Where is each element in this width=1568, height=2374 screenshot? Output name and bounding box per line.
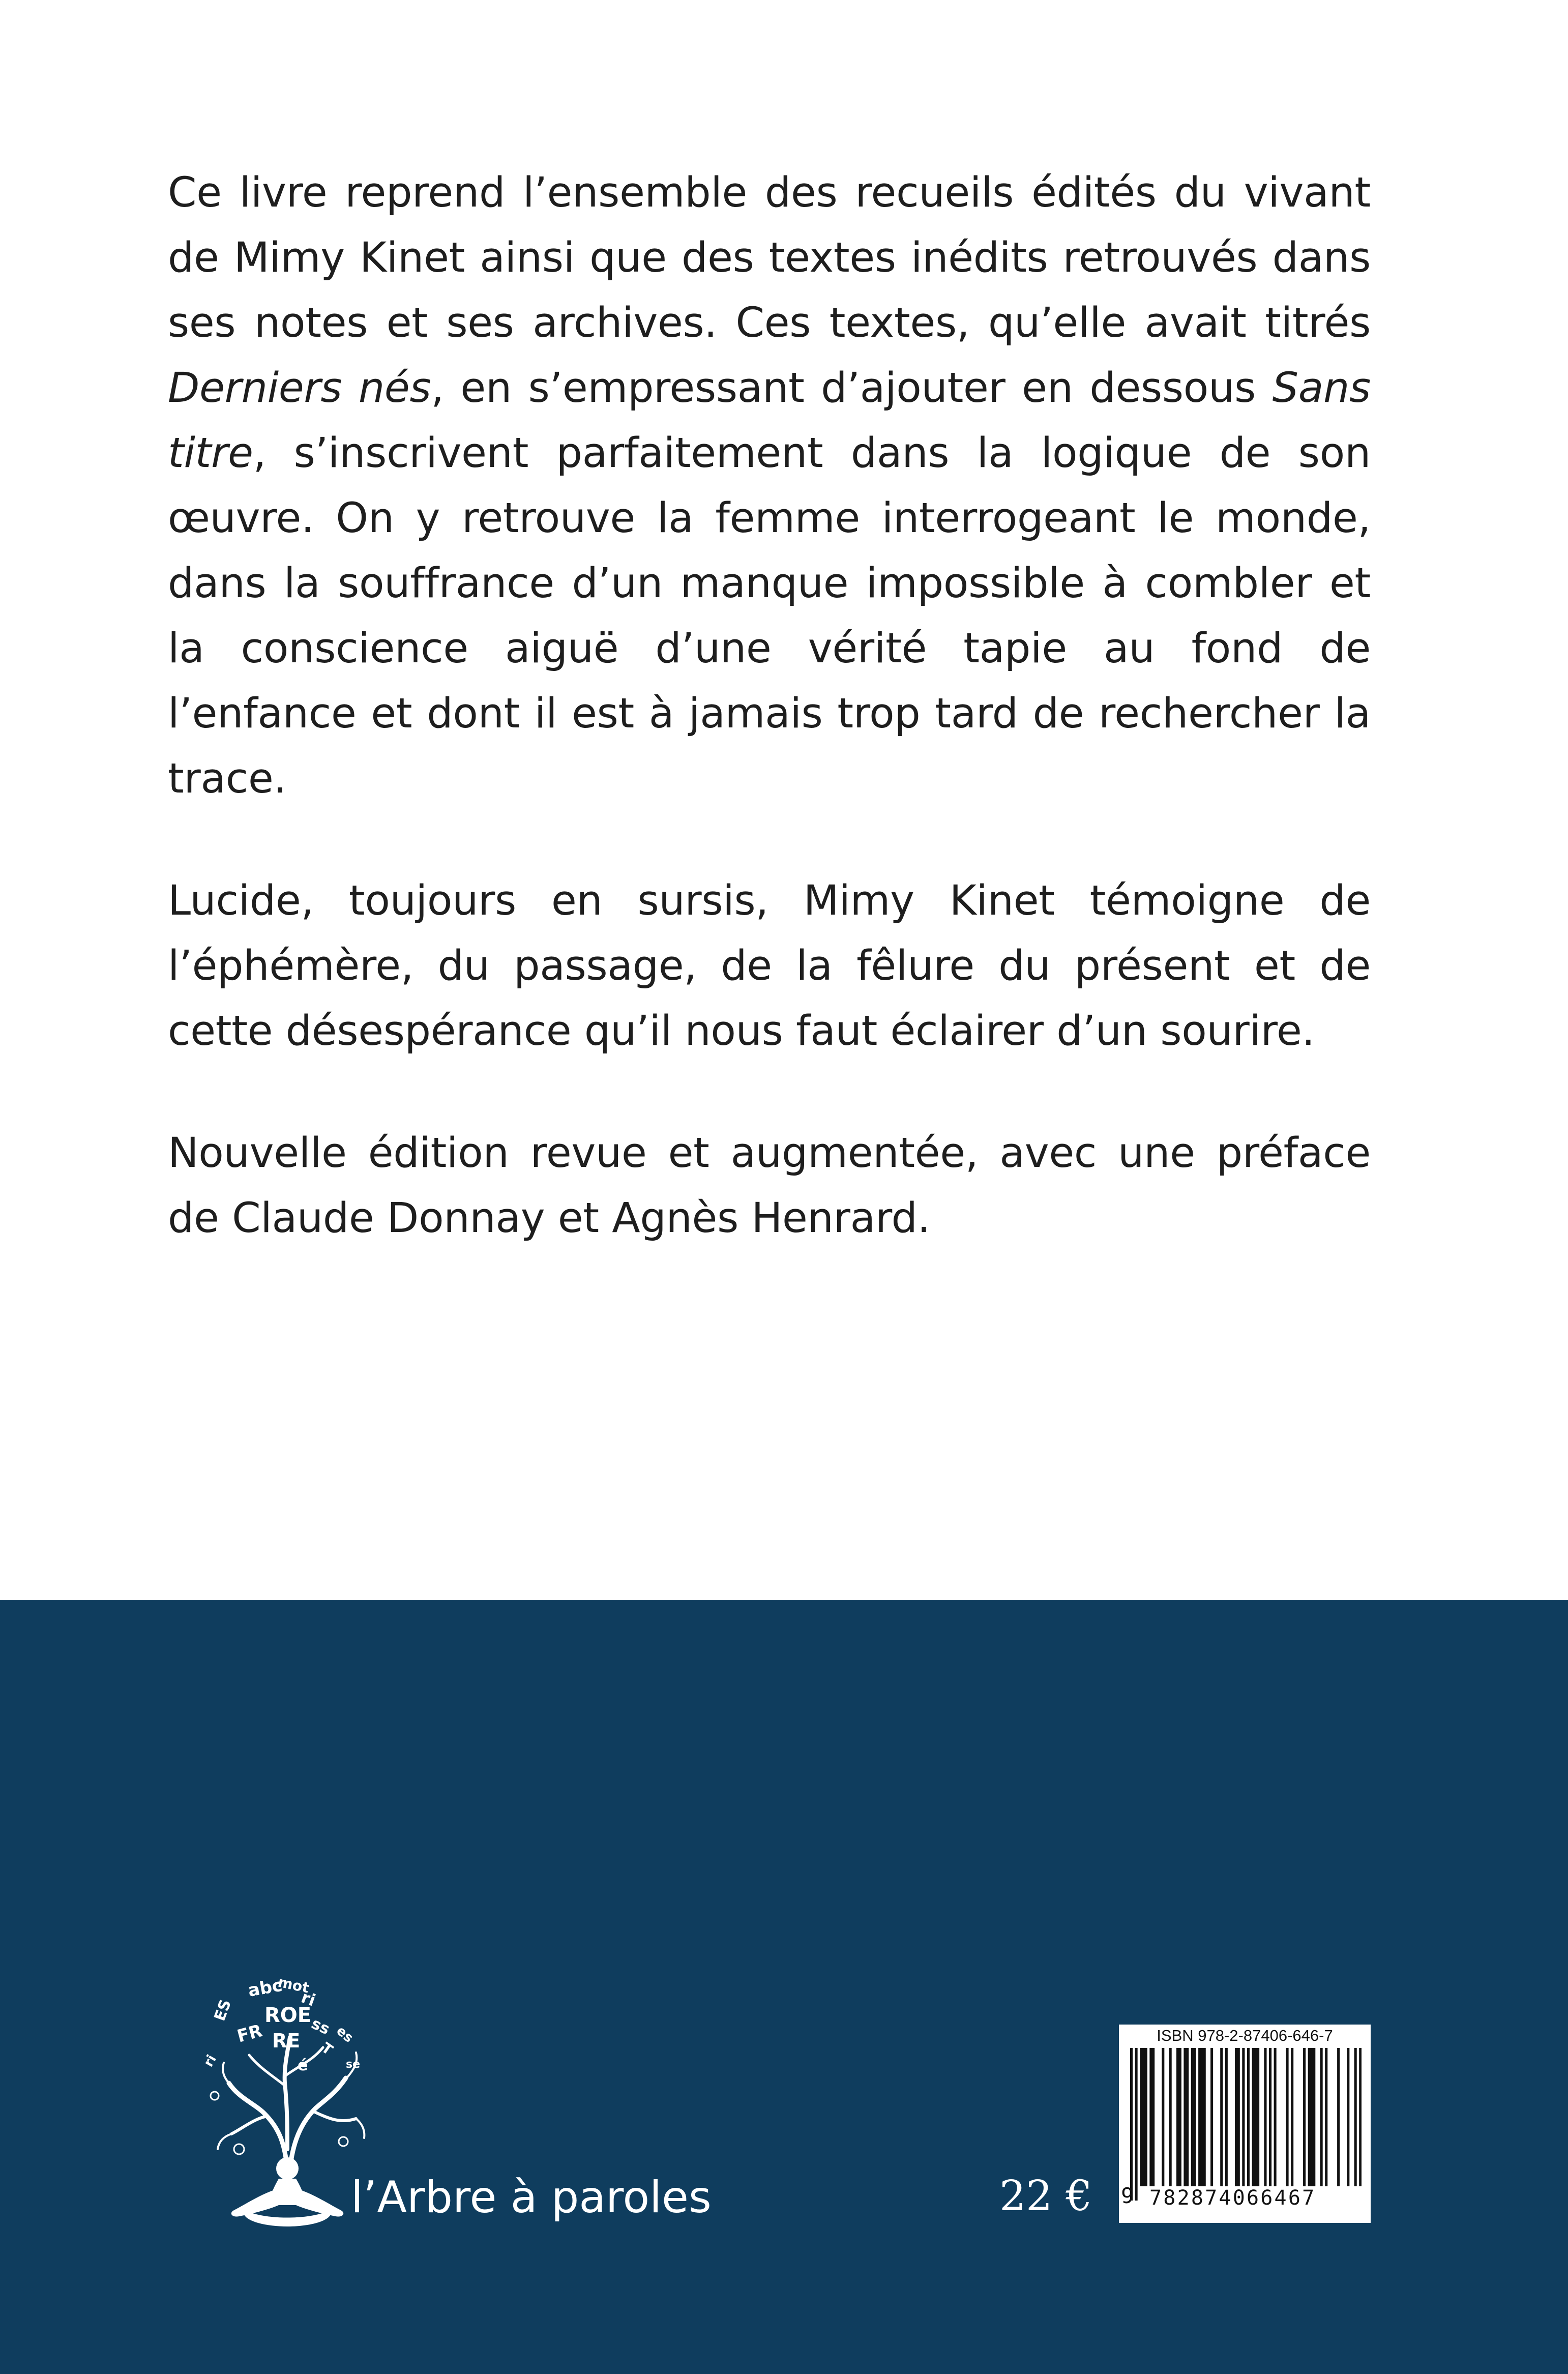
blurb-text	[168, 160, 1371, 1251]
isbn-label: ISBN 978-2-87406-646-7	[1157, 2027, 1333, 2044]
svg-text:se: se	[346, 2058, 361, 2071]
blurb-italic-title-1: Derniers nés	[168, 364, 431, 412]
blurb-p1-part-2: , en s’empressant d’ajouter en dessous	[431, 364, 1273, 412]
barcode-bar	[1291, 2048, 1293, 2186]
barcode-bar	[1247, 2048, 1250, 2201]
svg-text:T: T	[318, 2039, 336, 2059]
barcode-bar	[1320, 2048, 1323, 2186]
svg-text:RE: RE	[272, 2030, 301, 2052]
blurb-p1-part-3: , s’inscrivent parfaitement dans la logique de son œuvre. On y retrouve la femme interrogeant le monde, dans la souffrance d’un manque impossible à combler et la conscience aiguë d’une vérité tapie au fond de l’enfance et dont il est à jamais trop tard de rechercher la trace.	[168, 429, 1371, 803]
barcode-bar	[1201, 2048, 1203, 2186]
barcode-bar	[1242, 2048, 1245, 2201]
barcode-bar	[1303, 2048, 1306, 2186]
blurb-italic-title-2: Sans titre	[168, 364, 1371, 477]
svg-text:ROE: ROE	[264, 2004, 312, 2027]
blurb-paragraph-1	[168, 160, 1371, 811]
barcode-bar	[1269, 2048, 1271, 2186]
barcode-bar	[1286, 2048, 1289, 2186]
svg-text:mot: mot	[276, 1973, 311, 1997]
barcode-bar	[1359, 2048, 1362, 2201]
barcode-bar	[1220, 2048, 1223, 2186]
barcode-bar	[1198, 2048, 1201, 2186]
svg-text:é: é	[298, 2057, 308, 2074]
barcode-bar	[1169, 2048, 1172, 2186]
svg-text:ss: ss	[308, 2014, 333, 2039]
blurb-paragraph-3: Nouvelle édition revue et augmentée, avec une préface de Claude Donnay et Agnès Henrard.	[168, 1129, 1371, 1242]
price-label: 22 €	[999, 2172, 1092, 2220]
barcode-bar	[1135, 2048, 1138, 2201]
barcode-bar	[1264, 2048, 1266, 2186]
barcode-bar	[1310, 2048, 1313, 2186]
barcode-bar	[1142, 2048, 1145, 2186]
blurb-paragraph-2: Lucide, toujours en sursis, Mimy Kinet témoigne de l’éphémère, du passage, de la fêlure du présent et de cette désespérance qu’il nous faut éclairer d’un sourire.	[168, 877, 1371, 1055]
barcode-bar	[1252, 2048, 1254, 2186]
barcode-bar	[1257, 2048, 1259, 2186]
svg-text:abc: abc	[246, 1975, 284, 2001]
barcode-bar	[1194, 2048, 1196, 2186]
svg-text:ri: ri	[299, 1987, 318, 2010]
barcode-bar	[1210, 2048, 1213, 2186]
barcode-bar	[1191, 2048, 1194, 2186]
barcode-bar	[1179, 2048, 1181, 2186]
barcode-bar	[1254, 2048, 1257, 2186]
barcode-bar	[1274, 2048, 1277, 2186]
barcode-bar	[1203, 2048, 1206, 2186]
barcode-bar	[1308, 2048, 1311, 2186]
barcode-bar	[1184, 2048, 1186, 2186]
barcode-bar	[1354, 2048, 1357, 2201]
ean-digits: 782874066467	[1145, 2186, 1368, 2210]
blurb-p1-part-1: Ce livre reprend l’ensemble des recueils édités du vivant de Mimy Kinet ainsi que des textes inédits retrouvés dans ses notes et ses archives. Ces textes, qu’elle avait titrés	[168, 169, 1371, 347]
svg-text:FR: FR	[234, 2020, 265, 2047]
barcode-bar	[1149, 2048, 1152, 2186]
barcode-bar	[1140, 2048, 1142, 2186]
ean-first-digit: 9	[1121, 2183, 1134, 2208]
barcode-bar	[1145, 2048, 1147, 2186]
barcode-bar	[1176, 2048, 1179, 2186]
barcode-bar	[1313, 2048, 1315, 2186]
barcode-bar	[1337, 2048, 1340, 2186]
barcode-bar	[1347, 2048, 1349, 2186]
barcode-bar	[1162, 2048, 1164, 2186]
barcode-bars	[1130, 2048, 1362, 2201]
barcode-bar	[1152, 2048, 1155, 2186]
isbn-barcode	[1119, 2025, 1371, 2223]
barcode-bar	[1325, 2048, 1327, 2186]
barcode-bar	[1235, 2048, 1237, 2186]
svg-text:es: es	[333, 2023, 357, 2046]
barcode-bar	[1225, 2048, 1228, 2186]
barcode-bar	[1186, 2048, 1189, 2186]
barcode-bar	[1130, 2048, 1133, 2201]
svg-text:ri: ri	[201, 2052, 220, 2070]
barcode-bar	[1237, 2048, 1240, 2186]
svg-text:ES: ES	[211, 1997, 235, 2024]
publisher-name: l’Arbre à paroles	[351, 2172, 712, 2223]
